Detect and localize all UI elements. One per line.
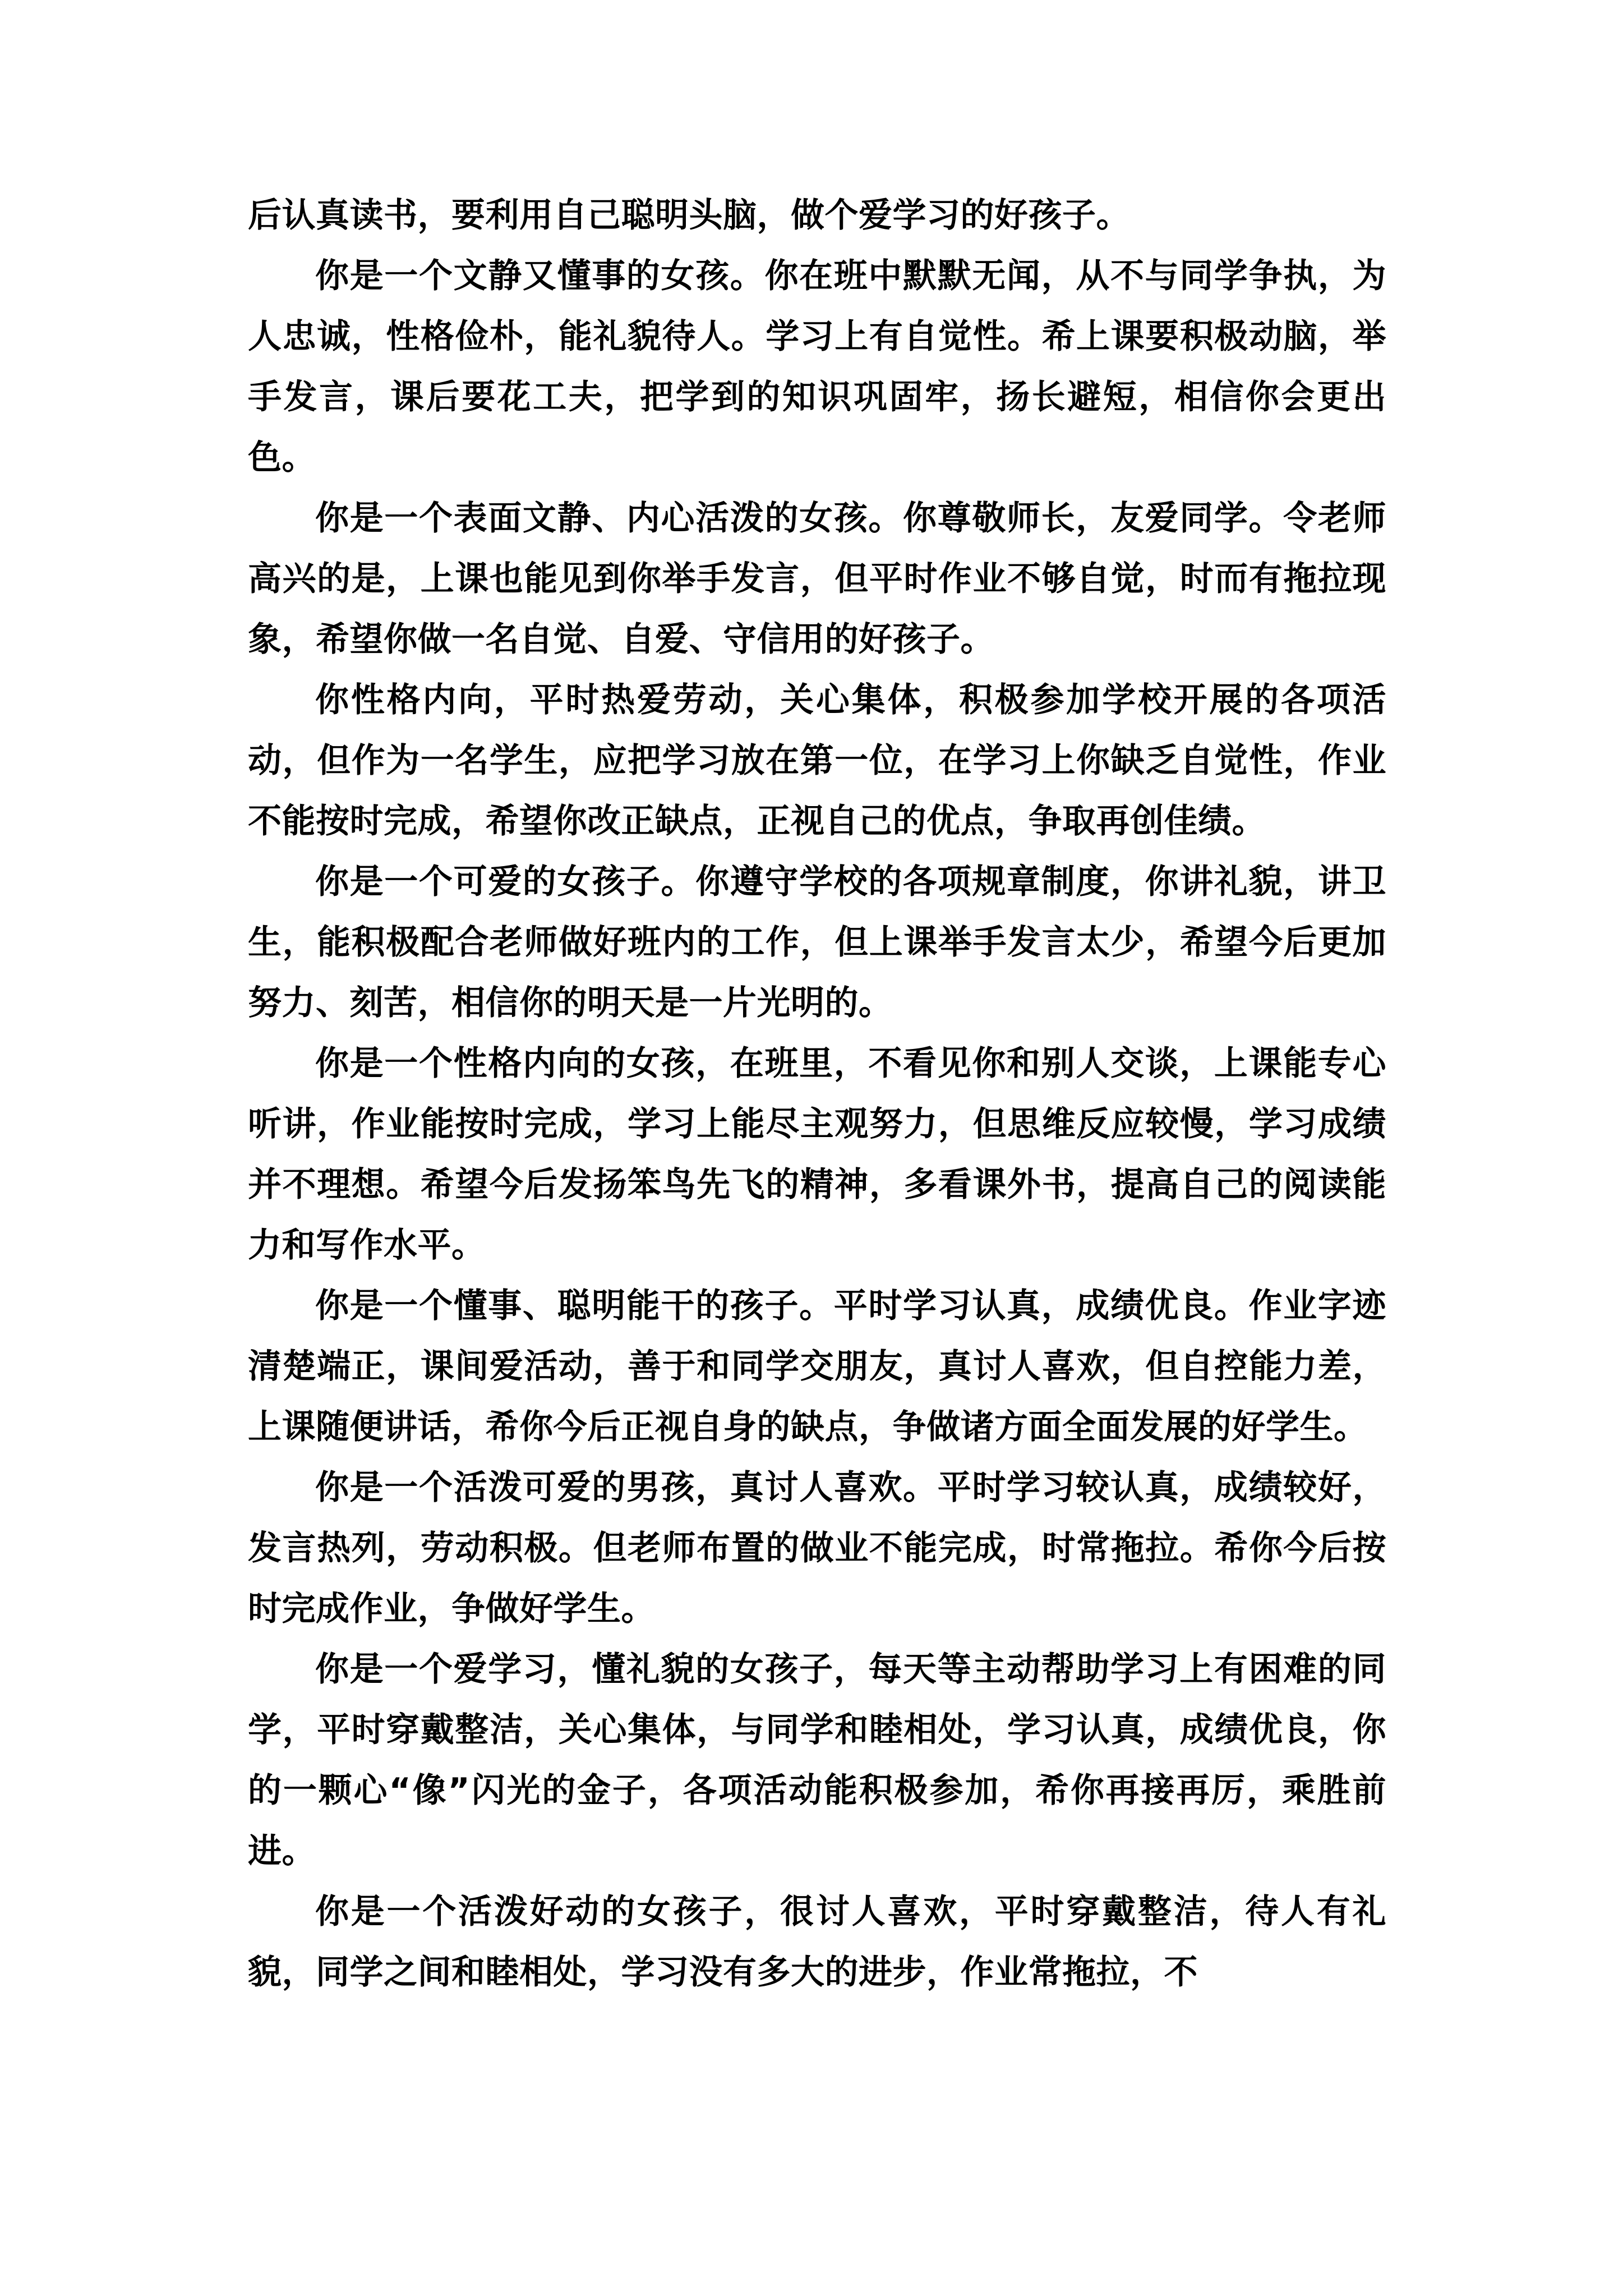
paragraph-10: 你是一个活泼好动的女孩子，很讨人喜欢，平时穿戴整洁，待人有礼貌，同学之间和睦相处，学习没有多大的进步，作业常拖拉，不 <box>248 1892 1386 1992</box>
paragraph-2: 你是一个文静又懂事的女孩。你在班中默默无闻，从不与同学争执，为人忠诚，性格俭朴，能礼貌待人。学习上有自觉性。希上课要积极动脑，举手发言，课后要花工夫，把学到的知识巩固牢，扬长避短，相信你会更出色。 <box>248 256 1386 477</box>
paragraph-5: 你是一个可爱的女孩子。你遵守学校的各项规章制度，你讲礼貌，讲卫生，能积极配合老师做好班内的工作，但上课举手发言太少，希望今后更加努力、刻苦，相信你的明天是一片光明的。 <box>248 862 1386 1023</box>
paragraph-1: 后认真读书，要利用自己聪明头脑，做个爱学习的好孩子。 <box>248 196 1130 235</box>
paragraph-3: 你是一个表面文静、内心活泼的女孩。你尊敬师长，友爱同学。令老师高兴的是，上课也能见到你举手发言，但平时作业不够自觉，时而有拖拉现象，希望你做一名自觉、自爱、守信用的好孩子。 <box>248 499 1386 659</box>
document-page <box>248 185 1386 2003</box>
paragraph-9: 你是一个爱学习，懂礼貌的女孩子，每天等主动帮助学习上有困难的同学，平时穿戴整洁，关心集体，与同学和睦相处，学习认真，成绩优良，你的一颗心“像”闪光的金子，各项活动能积极参加，希你再接再厉，乘胜前进。 <box>248 1650 1386 1871</box>
paragraph-7: 你是一个懂事、聪明能干的孩子。平时学习认真，成绩优良。作业字迹清楚端正，课间爱活动，善于和同学交朋友，真讨人喜欢，但自控能力差，上课随便讲话，希你今后正视自身的缺点，争做诸方面全面发展的好学生。 <box>248 1286 1386 1447</box>
paragraph-8: 你是一个活泼可爱的男孩，真讨人喜欢。平时学习较认真，成绩较好，发言热列，劳动积极。但老师布置的做业不能完成，时常拖拉。希你今后按时完成作业，争做好学生。 <box>248 1468 1386 1628</box>
paragraph-4: 你性格内向，平时热爱劳动，关心集体，积极参加学校开展的各项活动，但作为一名学生，应把学习放在第一位，在学习上你缺乏自觉性，作业不能按时完成，希望你改正缺点，正视自己的优点，争取再创佳绩。 <box>248 680 1386 841</box>
paragraph-6: 你是一个性格内向的女孩，在班里，不看见你和别人交谈，上课能专心听讲，作业能按时完成，学习上能尽主观努力，但思维反应较慢，学习成绩并不理想。希望今后发扬笨鸟先飞的精神，多看课外书，提高自己的阅读能力和写作水平。 <box>248 1044 1386 1265</box>
